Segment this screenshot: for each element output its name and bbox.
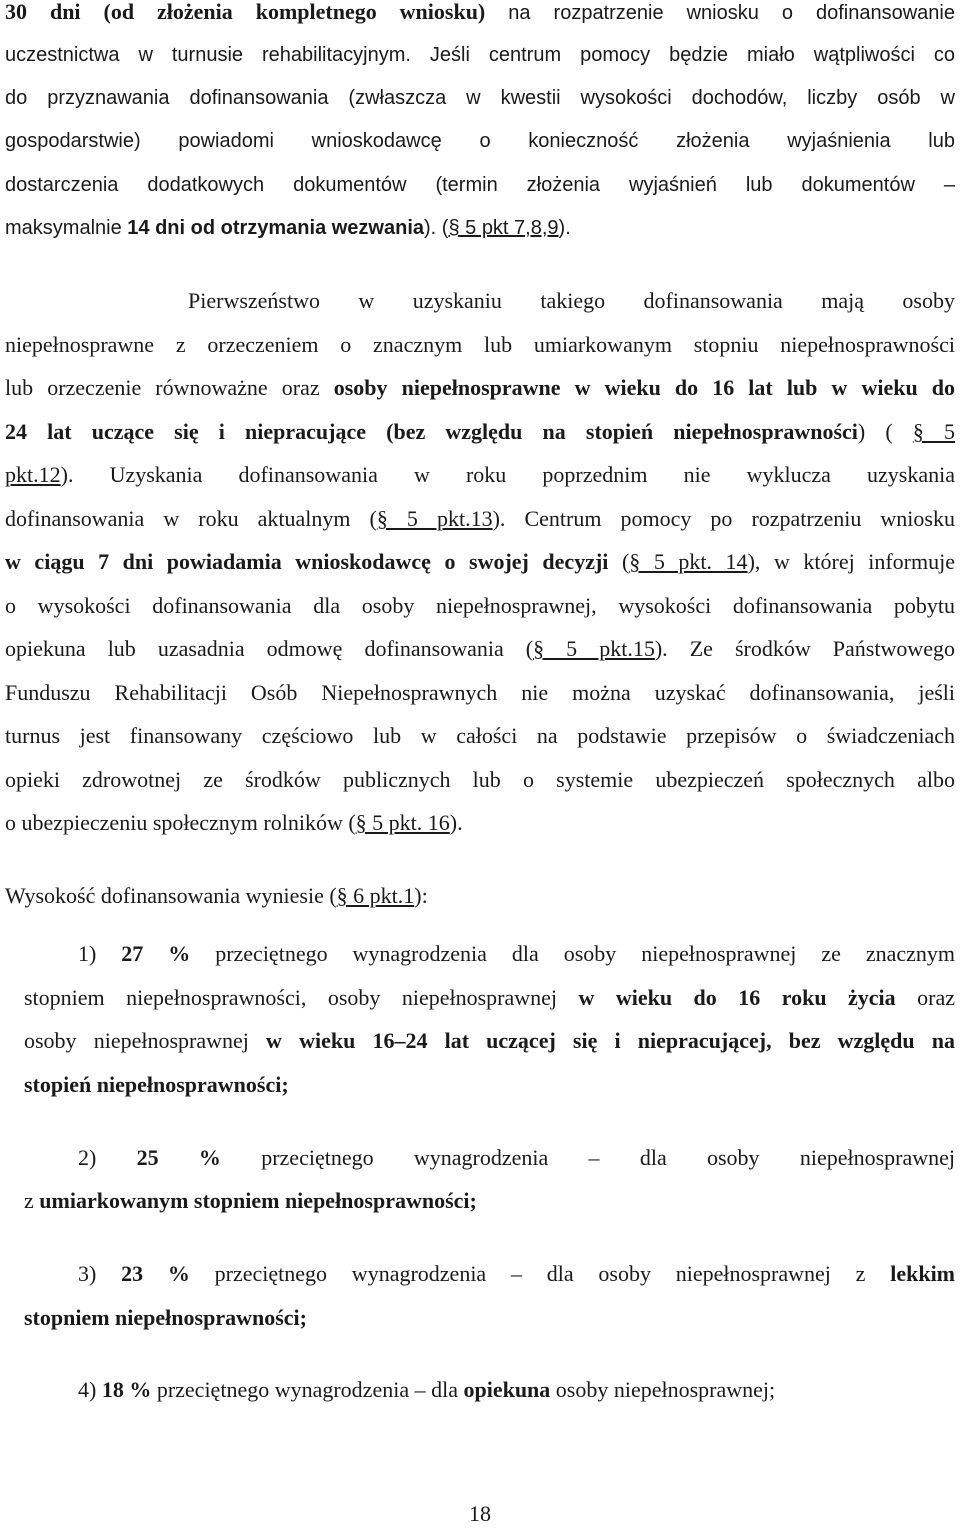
text-run: osoby niepełnosprawnej; <box>550 1377 776 1402</box>
priority-group-emphasis: osoby niepełnosprawne w wieku do 16 lat lub w wieku do <box>333 375 956 400</box>
list-item-2-line-1 <box>78 1143 955 1173</box>
paragraph-2-line-11: turnus jest finansowany częściowo lub w całości na podstawie przepisów o świadczeniach <box>5 723 955 748</box>
percentage-value: 27 % <box>121 941 191 966</box>
list-item-4-line-1 <box>78 1375 955 1405</box>
amount-intro <box>5 881 955 911</box>
paragraph-2-line-2: niepełnosprawne z orzeczeniem o znacznym lub umiarkowanym stopniu niepełnosprawności <box>5 332 955 357</box>
text-run: ). Ze środków Państwowego <box>654 636 955 661</box>
page-number: 18 <box>469 1501 491 1526</box>
paragraph-2-line-13 <box>5 808 955 838</box>
text-run: ): <box>414 883 428 908</box>
legal-reference: § 5 pkt. 14 <box>629 549 748 574</box>
text-run: ). Uzyskania dofinansowania w roku poprzednim nie wyklucza uzyskania <box>60 462 955 487</box>
list-marker: 3) <box>78 1261 122 1286</box>
paragraph-2-line-5 <box>5 460 955 490</box>
text-run: ). Centrum pomocy po rozpatrzeniu wniosku <box>492 506 955 531</box>
priority-group-emphasis: 24 lat uczące się i niepracujące (bez względu na stopień niepełnosprawności <box>5 419 858 444</box>
deadline-emphasis: 30 dni (od złożenia kompletnego wniosku) <box>5 0 486 24</box>
list-marker: 4) <box>78 1377 102 1402</box>
legal-reference: § 6 pkt.1 <box>336 883 415 908</box>
text-run: ). ( <box>424 217 449 239</box>
deadline-emphasis: 14 dni od otrzymania wezwania <box>127 217 425 239</box>
text-run: z <box>24 1188 40 1213</box>
text-run: maksymalnie <box>5 217 128 239</box>
paragraph-2-line-8: o wysokości dofinansowania dla osoby niepełnosprawnej, wysokości dofinansowania pobytu <box>5 593 955 618</box>
text-run: oraz <box>895 985 955 1010</box>
decision-deadline-emphasis: w ciągu 7 dni powiadamia wnioskodawcę o swojej decyzji <box>5 549 609 574</box>
paragraph-2-line-12: opieki zdrowotnej ze środków publicznych lub o systemie ubezpieczeń społecznych albo <box>5 767 955 792</box>
text-run: opiekuna lub uzasadnia odmowę dofinansowania ( <box>5 636 534 661</box>
percentage-value: 25 % <box>136 1145 221 1170</box>
legal-reference: pkt.12 <box>5 462 61 487</box>
paragraph-2-line-3 <box>5 373 955 403</box>
text-run: o ubezpieczeniu społecznym rolników ( <box>5 810 356 835</box>
list-item-2-line-2 <box>24 1186 955 1216</box>
text-run: lub orzeczenie równoważne oraz <box>5 375 334 400</box>
legal-reference: § 5 <box>912 419 955 444</box>
percentage-value: 23 % <box>121 1261 190 1286</box>
text-run: osoby niepełnosprawnej <box>24 1028 267 1053</box>
paragraph-1-line-1 <box>5 0 955 27</box>
list-item-1-line-4: stopień niepełnosprawności; <box>24 1072 289 1097</box>
list-marker: 1) <box>78 941 122 966</box>
list-item-1-line-3 <box>24 1026 955 1056</box>
text-run: dofinansowania w roku aktualnym ( <box>5 506 377 531</box>
text-run: na rozpatrzenie wniosku o dofinansowanie <box>485 2 955 24</box>
legal-reference: § 5 pkt. 16 <box>355 810 450 835</box>
text-run: przeciętnego wynagrodzenia – dla osoby niepełnosprawnej z <box>189 1261 891 1286</box>
paragraph-2-line-6 <box>5 504 955 534</box>
paragraph-1-line-2: uczestnictwa w turnusie rehabilitacyjnym. Jeśli centrum pomocy będzie miało wątpliwości co <box>5 44 955 66</box>
list-marker: 2) <box>78 1145 137 1170</box>
disability-degree-emphasis: lekkim <box>890 1261 956 1286</box>
text-run: ). <box>558 217 571 239</box>
text-run: stopniem niepełnosprawności, osoby niepełnosprawnej <box>24 985 579 1010</box>
list-item-3-line-1 <box>78 1259 955 1289</box>
age-group-emphasis: w wieku 16–24 lat uczącej się i niepracującej, bez względu na <box>266 1028 956 1053</box>
text-run: ). <box>449 810 463 835</box>
legal-reference: § 5 pkt 7,8,9 <box>448 217 559 239</box>
text-run: ( <box>608 549 630 574</box>
legal-reference: § 5 pkt.13 <box>376 506 493 531</box>
legal-reference: § 5 pkt.15 <box>533 636 655 661</box>
text-run: Wysokość dofinansowania wyniesie ( <box>5 883 337 908</box>
list-item-3-line-2: stopniem niepełnosprawności; <box>24 1305 307 1330</box>
percentage-value: 18 % <box>101 1377 152 1402</box>
paragraph-2-line-9 <box>5 634 955 664</box>
paragraph-2-line-7 <box>5 547 955 577</box>
text-run: przeciętnego wynagrodzenia dla osoby niepełnosprawnej ze znacznym <box>190 941 956 966</box>
paragraph-1-line-3: do przyznawania dofinansowania (zwłaszcza w kwestii wysokości dochodów, liczby osób w <box>5 87 955 109</box>
text-run: przeciętnego wynagrodzenia – dla osoby niepełnosprawnej <box>220 1145 956 1170</box>
paragraph-1-line-5: dostarczenia dodatkowych dokumentów (termin złożenia wyjaśnień lub dokumentów – <box>5 174 955 196</box>
caregiver-emphasis: opiekuna <box>463 1377 551 1402</box>
list-item-1-line-1 <box>78 939 955 969</box>
text-run: ) ( <box>857 419 913 444</box>
text-run: przeciętnego wynagrodzenia – dla <box>151 1377 464 1402</box>
paragraph-2-line-10: Funduszu Rehabilitacji Osób Niepełnosprawnych nie można uzyskać dofinansowania, jeśli <box>5 680 955 705</box>
text-run: ), w której informuje <box>747 549 955 574</box>
paragraph-1-line-6 <box>5 213 955 243</box>
paragraph-1-line-4: gospodarstwie) powiadomi wnioskodawcę o konieczność złożenia wyjaśnienia lub <box>5 130 955 152</box>
age-group-emphasis: w wieku do 16 roku życia <box>578 985 896 1010</box>
disability-degree-emphasis: umiarkowanym stopniem niepełnosprawności; <box>39 1188 477 1213</box>
list-item-1-line-2 <box>24 983 955 1013</box>
paragraph-2-line-1: Pierwszeństwo w uzyskaniu takiego dofinansowania mają osoby <box>188 288 955 313</box>
paragraph-2-line-4 <box>5 417 955 447</box>
